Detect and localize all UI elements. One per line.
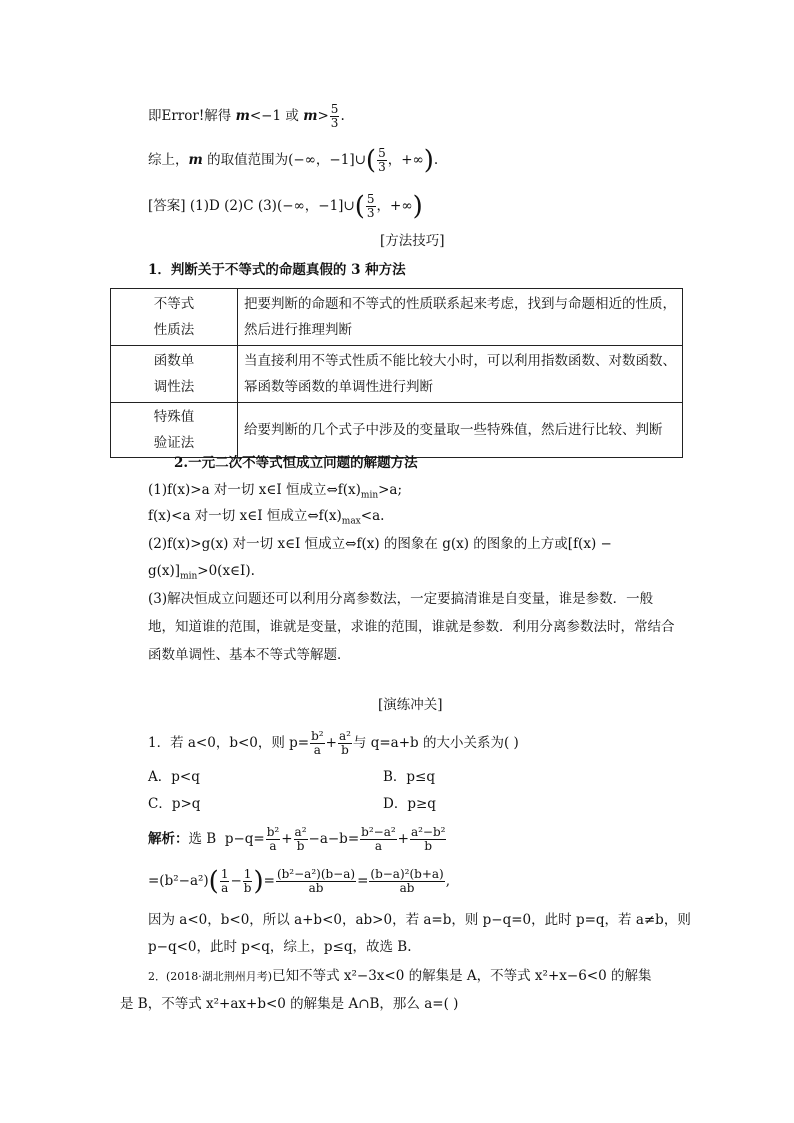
paragraph-3b: 地，知道谁的范围，谁就是变量，求谁的范围，谁就是参数．利用分离参数法时，常结合	[148, 619, 675, 635]
fraction	[294, 826, 308, 853]
subscript: max	[341, 516, 361, 527]
section-title-methods: [方法技巧]	[380, 233, 445, 249]
question-source: 2．(2018·湖北荆州月考)	[148, 970, 273, 983]
paragraph-1a	[148, 480, 402, 500]
denominator: a	[374, 839, 382, 853]
text: .	[340, 108, 345, 124]
var-m: m	[235, 108, 250, 124]
denominator: a	[269, 839, 277, 853]
fraction	[220, 868, 230, 895]
paren-close: )	[253, 866, 264, 897]
denominator: ab	[399, 881, 415, 895]
paren-open: (	[208, 866, 219, 897]
numerator: (b²−a²)(b−a)	[276, 867, 356, 881]
table-row	[111, 346, 683, 403]
text: >	[317, 108, 329, 124]
heading-2: 2.一元二次不等式恒成立问题的解题方法	[174, 455, 418, 471]
table-row	[111, 289, 683, 346]
denominator: 3	[378, 160, 386, 174]
text: 验证法	[153, 435, 195, 451]
fraction	[360, 826, 397, 853]
method-name	[111, 346, 238, 403]
paragraph-2a: (2)f(x)>g(x) 对一切 x∈I 恒成立⇔f(x) 的图象在 g(x) 的图象的上方或[f(x) −	[148, 536, 612, 552]
paragraph-2b	[148, 561, 255, 581]
numerator: a²	[338, 729, 351, 743]
numerator: a²	[294, 825, 307, 839]
denominator: 3	[330, 116, 339, 130]
paren-close: )	[423, 145, 434, 176]
paragraph-3a: (3)解决恒成立问题还可以利用分离参数法，一定要搞清谁是自变量，谁是参数．一般	[148, 591, 654, 607]
numerator: b²−a²	[361, 825, 396, 839]
text: 1．若 a<0，b<0，则 p=	[148, 735, 310, 751]
denominator: ab	[308, 881, 324, 895]
text: 函数单	[153, 353, 195, 369]
section-title-practice: [演练冲关]	[378, 697, 443, 713]
numerator: a²−b²	[410, 825, 446, 839]
method-name	[111, 403, 238, 458]
text: =(b²−a²)	[148, 873, 209, 889]
text: 的取值范围为(−∞，−1]∪	[202, 152, 366, 168]
numerator: 1	[220, 867, 229, 881]
subscript: min	[180, 571, 198, 582]
numerator: 1	[243, 867, 252, 881]
fraction	[410, 826, 447, 853]
text: 即Error!解得	[148, 108, 232, 124]
question-2a	[148, 966, 651, 987]
solution-3b: p−q<0，此时 p<q，综上，p≤q，故选 B.	[148, 939, 412, 955]
text: =	[357, 873, 369, 889]
text: 综上，	[148, 152, 189, 168]
paren-open: (	[365, 145, 377, 176]
fraction	[330, 103, 340, 130]
text: −	[230, 873, 242, 889]
fraction	[243, 868, 253, 895]
heading-1: 1．判断关于不等式的命题真假的 3 种方法	[148, 262, 406, 278]
option-b: B．p≤q	[383, 769, 436, 785]
solution-line-1	[148, 103, 345, 130]
subscript: min	[360, 490, 379, 501]
fraction	[310, 730, 325, 757]
question-2b: 是 B，不等式 x²+ax+b<0 的解集是 A∩B，那么 a=( )	[120, 996, 459, 1012]
text: =	[263, 873, 275, 889]
denominator: b	[243, 881, 252, 895]
fraction	[369, 868, 444, 895]
numerator: (b−a)²(b+a)	[370, 867, 444, 881]
text: 选 B	[188, 831, 217, 847]
method-desc: 给要判断的几个式子中涉及的变量取一些特殊值，然后进行比较、判断	[238, 403, 683, 458]
text: g(x)]	[148, 563, 181, 579]
denominator: 3	[366, 206, 375, 220]
solution-1	[148, 826, 447, 853]
text: 不等式	[153, 296, 195, 312]
text: 性质法	[153, 322, 195, 338]
numerator: b²	[266, 825, 280, 839]
fraction	[366, 193, 376, 220]
solution-3a: 因为 a<0，b<0，所以 a+b<0，ab>0，若 a=b，则 p−q=0，此时 p=q，若 a≠b，则	[148, 912, 691, 928]
method-desc: 把要判断的命题和不等式的性质联系起来考虑，找到与命题相近的性质，然后进行推理判断	[238, 289, 683, 346]
text: +	[397, 831, 409, 847]
denominator: a	[221, 881, 229, 895]
text: ,	[445, 873, 451, 889]
denominator: b	[424, 839, 433, 853]
text: f(x)<a 对一切 x∈I 恒成立⇔f(x)	[148, 508, 342, 524]
numerator: 5	[366, 192, 375, 206]
solution-2	[148, 868, 450, 895]
text: ，+∞	[387, 152, 424, 168]
solution-line-2	[148, 147, 438, 174]
fraction	[377, 147, 387, 174]
method-desc: 当直接利用不等式性质不能比较大小时，可以利用指数函数、对数函数、幂函数等函数的单调性进行判断	[238, 346, 683, 403]
text: .	[433, 152, 439, 168]
var-m: m	[303, 108, 318, 124]
denominator: b	[296, 839, 305, 853]
numerator: b²	[311, 729, 324, 743]
paragraph-1b	[148, 506, 384, 526]
text: 特殊值	[153, 409, 195, 425]
denominator: a	[313, 743, 321, 757]
methods-table	[110, 288, 683, 458]
fraction	[266, 826, 281, 853]
answer-line	[148, 193, 423, 220]
answer-label: [答案]	[148, 198, 186, 214]
paragraph-3c: 函数单调性、基本不等式等解题．	[148, 647, 351, 663]
text: 调性法	[153, 379, 195, 395]
text: −a−b=	[308, 831, 360, 847]
method-name	[111, 289, 238, 346]
text: >a;	[378, 482, 403, 498]
text: (1)D (2)C (3)(−∞，−1]∪	[185, 198, 355, 214]
option-a: A．p<q	[148, 769, 200, 785]
option-d: D．p≥q	[383, 796, 436, 812]
text: (1)f(x)>a 对一切 x∈I 恒成立⇔f(x)	[148, 482, 361, 498]
text: +	[281, 831, 293, 847]
numerator: 5	[330, 102, 339, 116]
text: >0(x∈I).	[197, 563, 255, 579]
numerator: 5	[378, 146, 386, 160]
var-m: m	[188, 152, 203, 168]
table-row	[111, 403, 683, 458]
text: 与 q=a+b 的大小关系为( )	[352, 735, 519, 751]
solution-label: 解析：	[148, 831, 189, 847]
text: 已知不等式 x²−3x<0 的解集是 A，不等式 x²+x−6<0 的解集	[272, 968, 652, 984]
text: <−1 或	[249, 108, 299, 124]
paren-open: (	[354, 191, 365, 222]
option-c: C．p>q	[148, 796, 201, 812]
question-1	[148, 730, 519, 757]
text: p−q=	[224, 831, 265, 847]
text: ，+∞	[376, 198, 413, 214]
fraction	[276, 868, 356, 895]
denominator: b	[341, 743, 349, 757]
paren-close: )	[412, 191, 423, 222]
text: <a.	[360, 508, 385, 524]
text: +	[325, 735, 337, 751]
fraction	[338, 730, 352, 757]
